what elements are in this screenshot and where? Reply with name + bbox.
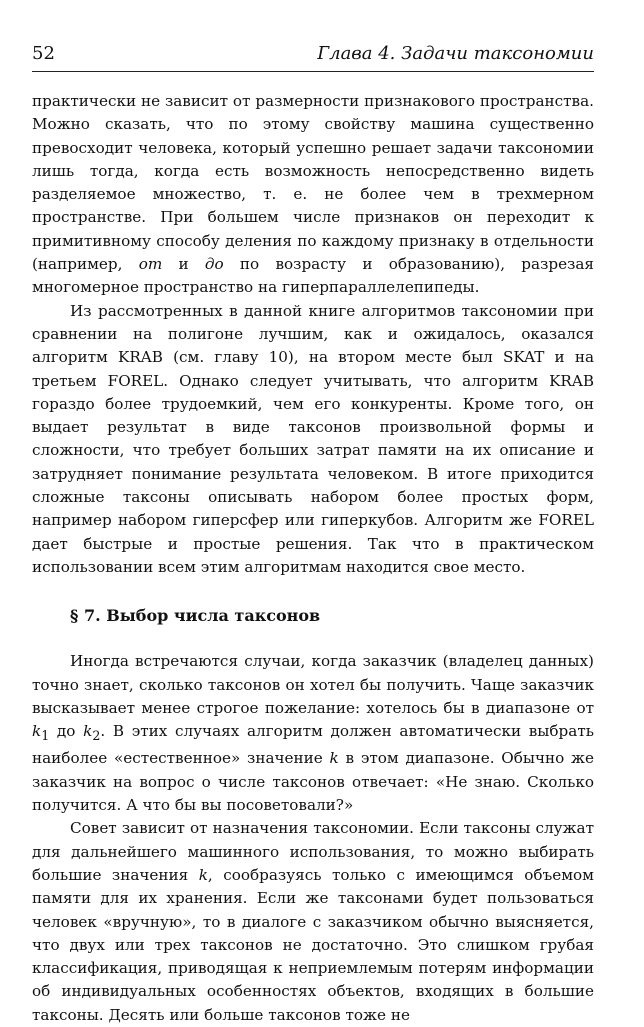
page-header [32, 42, 594, 72]
page-body [32, 90, 594, 1027]
running-title: Глава 4. Задачи таксономии [317, 43, 594, 64]
paragraph-2: Из рассмотренных в данной книге алгоритмов таксономии при сравнении на полигоне лучшим, как и ожидалось, оказался алгоритм KRAB (см. главу 10), на втором месте был SKAT и на третьем FOREL. Однако следует учитывать, что алгоритм KRAB гораздо более трудоемкий, чем его конкуренты. Кроме того, он выдает результат в виде таксонов произвольной формы и сложности, что требует больших затрат памяти на их описание и затрудняет понимание результата человеком. В итоге приходится сложные таксоны описывать набором более простых форм, например набором гиперсфер или гиперкубов. Алгоритм же FOREL дает быстрые и простые решения. Так что в практическом использовании всем этим алгоритмам находится свое место. [32, 301, 594, 576]
paragraph-3: Иногда встречаются случаи, когда заказчик (владелец данных) точно знает, сколько таксонов он хотел бы получить. Чаще заказчик высказывает менее строгое пожелание: хотелось бы в диапазоне от $k_1$ до $k_2$. В этих случаях алгоритм должен автоматически выбрать наиболее «естественное» значение k в этом диапазоне. Обычно же заказчик на вопрос о числе таксонов отвечает: «Не знаю. Сколько получится. А что бы вы посоветовали?» [32, 652, 594, 815]
page-number: 52 [32, 43, 55, 64]
paragraph-4: Совет зависит от назначения таксономии. Если таксоны служат для дальнейшего машинного использования, то можно выбирать большие значения k, сообразуясь только с имеющимся объемом памяти для их хранения. Если же таксонами будет пользоваться человек «вручную», то в диалоге с заказчиком обычно выясняется, что двух или трех таксонов не достаточно. Это слишком грубая классификация, приводящая к неприемлемым потерям информации об индивидуальных особенностях объектов, входящих в большие таксоны. Десять или больше таксонов тоже не [32, 819, 594, 1024]
paragraph-1: практически не зависит от размерности признакового пространства. Можно сказать, что по этому свойству машина существенно превосходит человека, который успешно решает задачи таксономии лишь тогда, когда есть возможность непосредственно видеть разделяемое множество, т. е. не более чем в трехмерном пространстве. При большем числе признаков он переходит к примитивному способу деления по каждому признаку в отдельности (например, от и до по возрасту и образованию), разрезая многомерное пространство на гиперпараллелепипеды. [32, 92, 594, 297]
section-heading: § 7. Выбор числа таксонов [70, 606, 321, 626]
